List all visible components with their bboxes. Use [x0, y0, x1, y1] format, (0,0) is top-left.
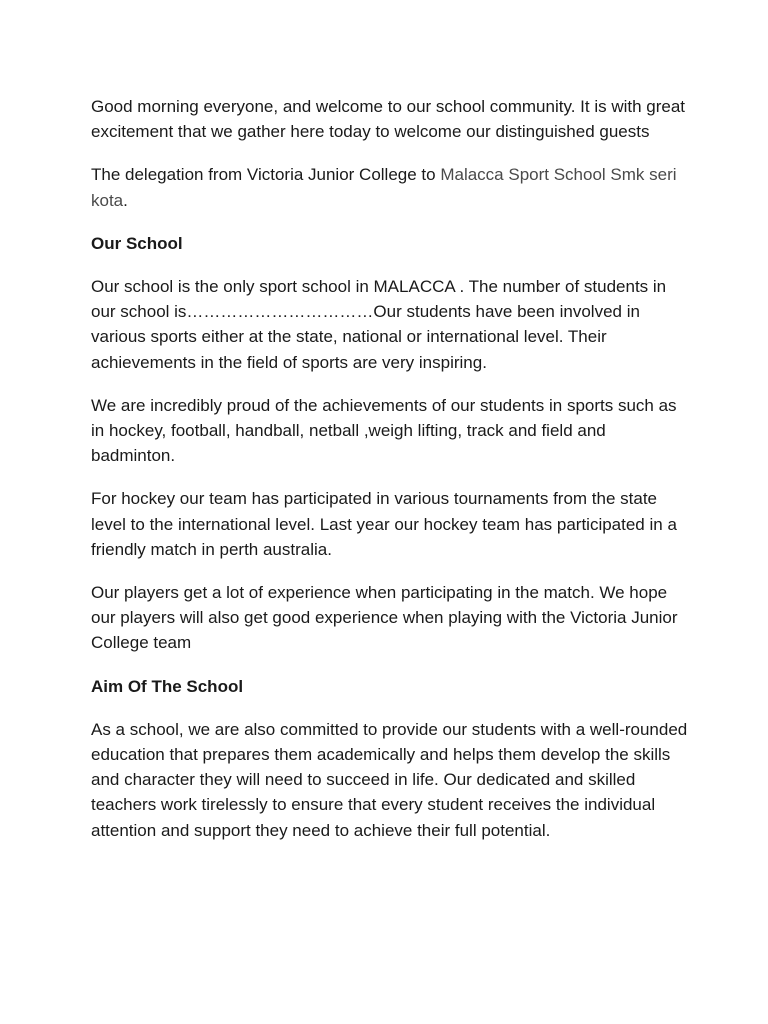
our-school-paragraph-4: Our players get a lot of experience when participating in the match. We hope our players will also get good experience when playing with the Victoria Junior College team — [91, 583, 678, 653]
document-page — [91, 94, 691, 861]
delegation-paragraph — [91, 162, 691, 212]
our-school-paragraph-1: Our school is the only sport school in MALACCA . The number of students in our school is……………………………Our students have been involved in various sports either at the state, national or international level. Their achievements in the field of sports are very inspiring. — [91, 277, 667, 372]
delegation-prefix: The delegation from Victoria Junior College to — [91, 165, 441, 185]
aim-paragraph-1: As a school, we are also committed to provide our students with a well-rounded education that prepares them academically and helps them develop the skills and character they will need to succeed in life. Our dedicated and skilled teachers work tirelessly to ensure that every student receives the individual attention and support they need to achieve their full potential. — [91, 719, 688, 840]
our-school-paragraph-2: We are incredibly proud of the achievements of our students in sports such as in hockey, football, handball, netball ,weigh lifting, track and field and badminton. — [91, 395, 677, 466]
delegation-destination: Malacca Sport School Smk seri kota — [91, 165, 677, 210]
section-heading-our-school: Our School — [91, 233, 183, 253]
greeting-paragraph: Good morning everyone, and welcome to our school community. It is with great excitement that we gather here today to welcome our distinguished guests — [91, 97, 686, 142]
delegation-suffix: . — [123, 190, 128, 210]
section-heading-aim: Aim Of The School — [91, 676, 244, 696]
our-school-paragraph-3: For hockey our team has participated in various tournaments from the state level to the international level. Last year our hockey team has participated in a friendly match in perth australia. — [91, 489, 677, 559]
